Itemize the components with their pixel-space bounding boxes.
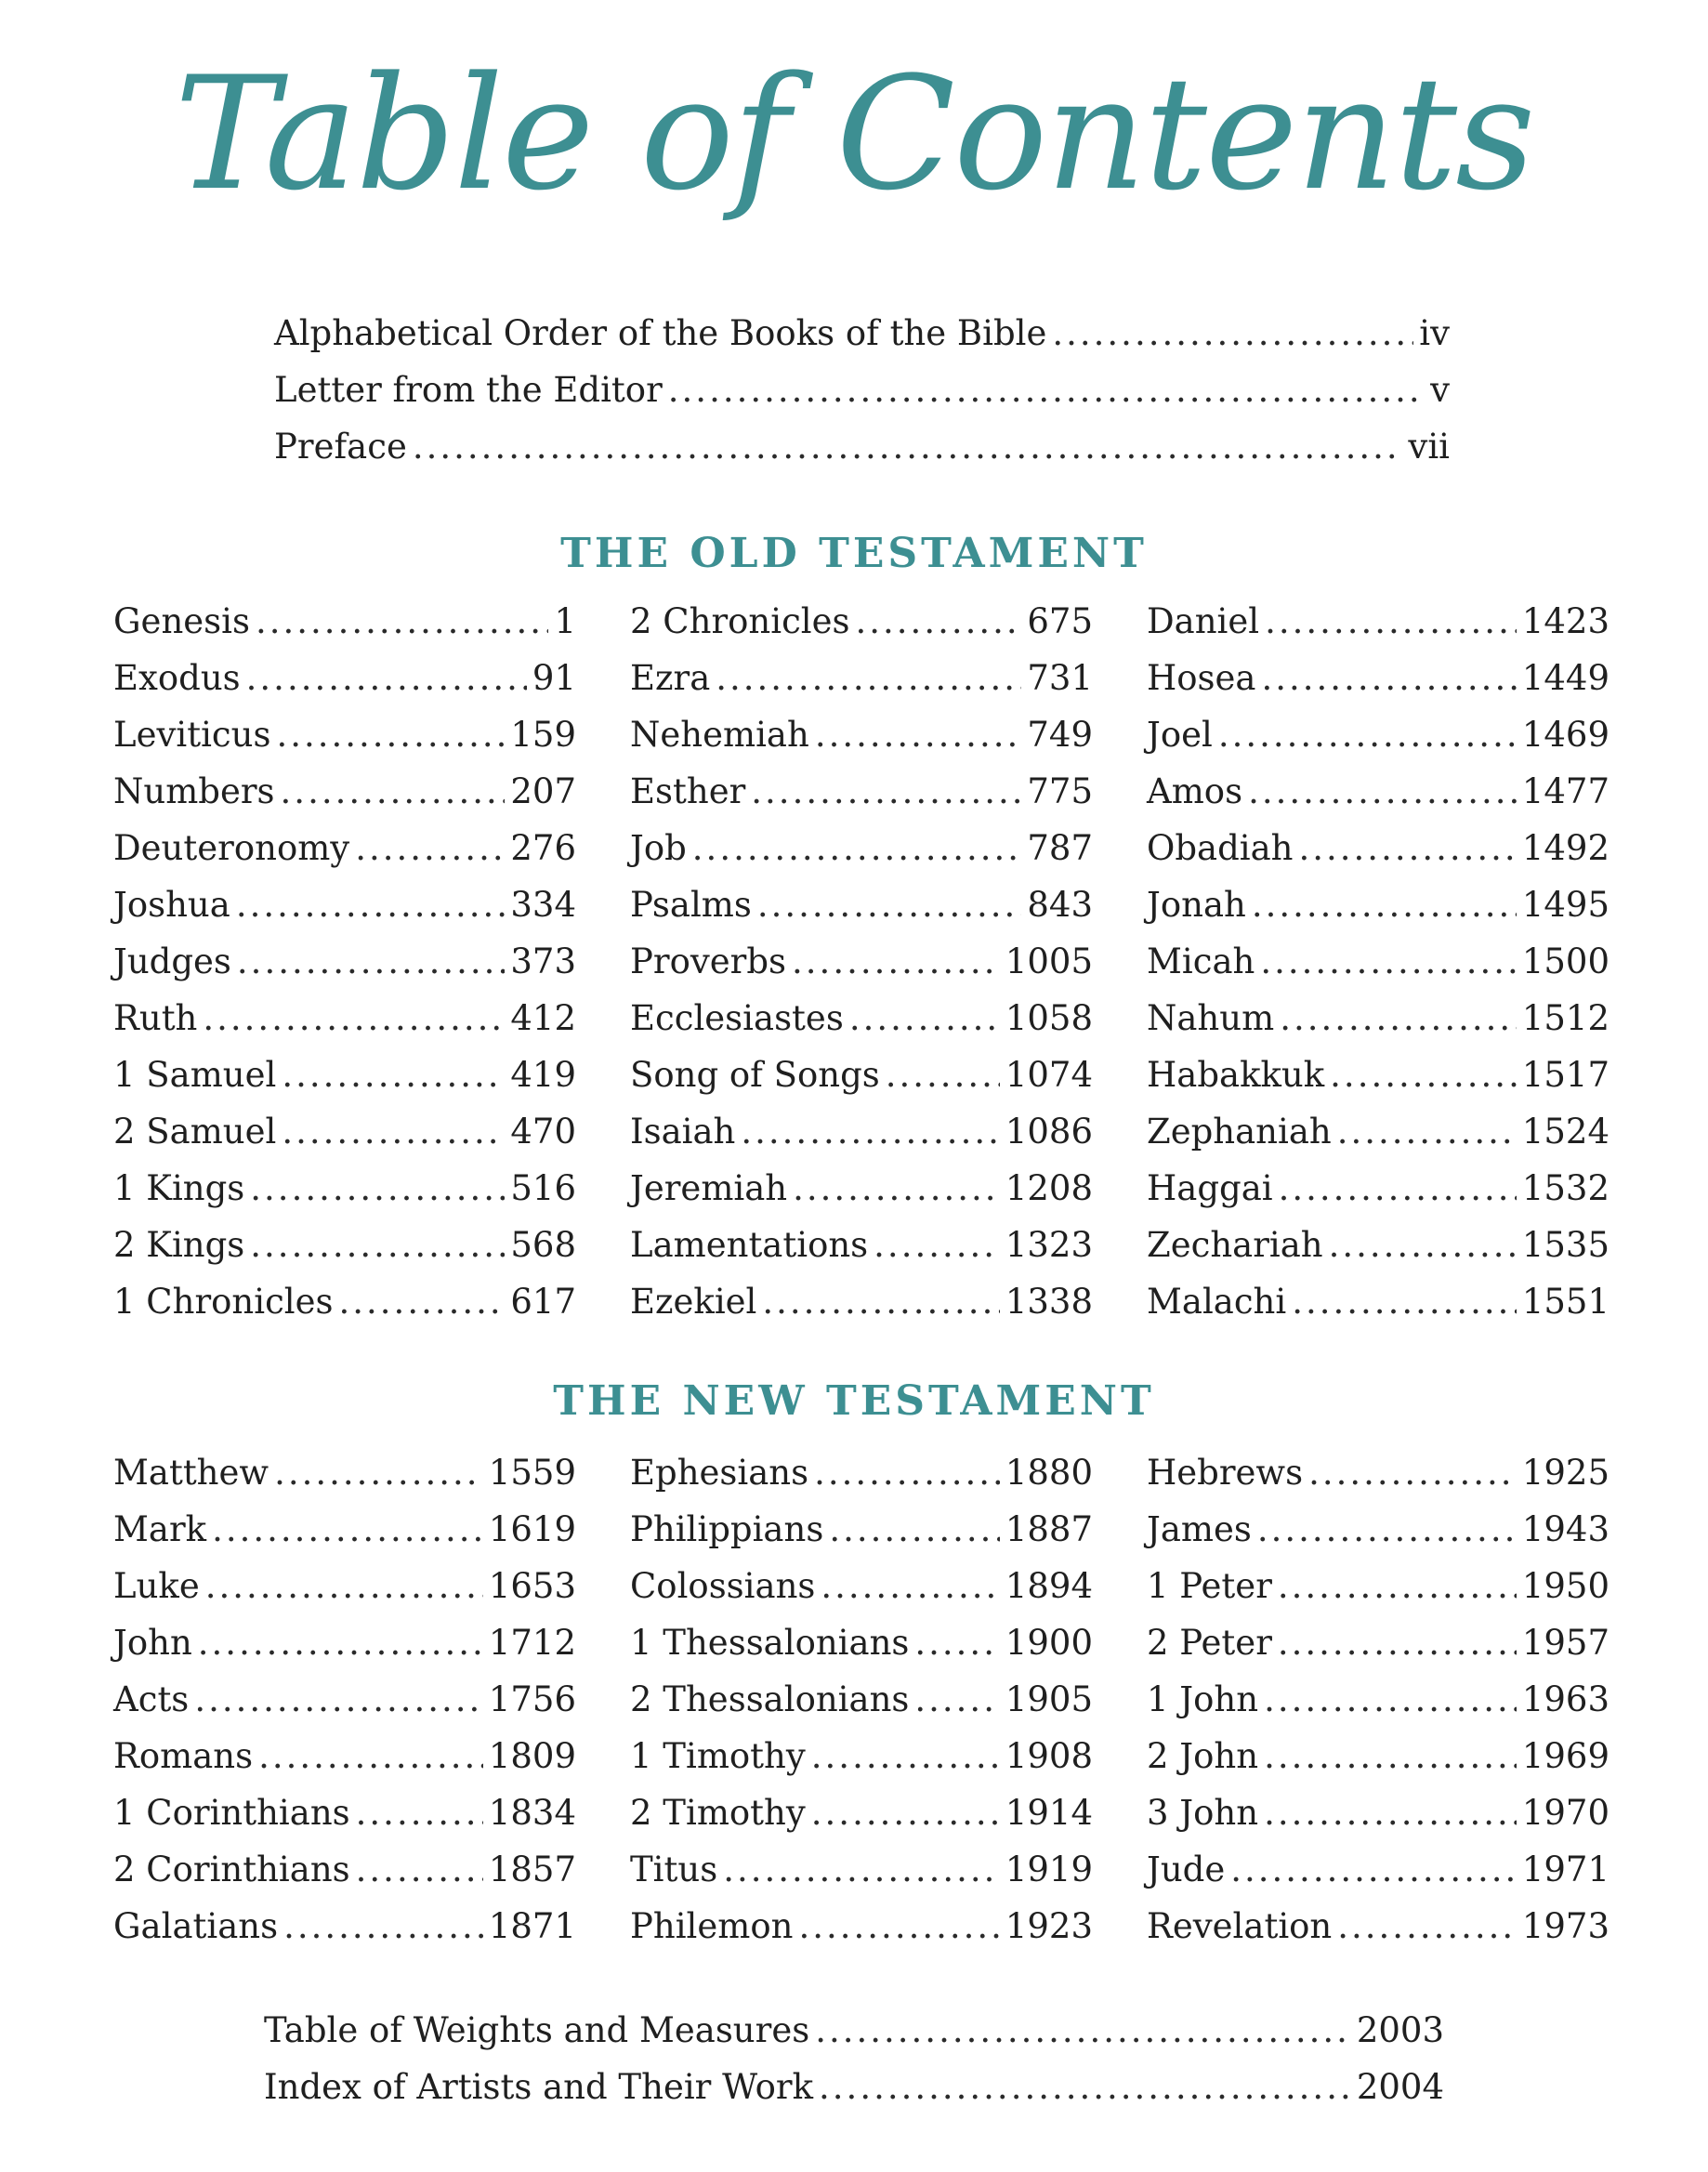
entry-title: Acts (113, 1679, 190, 1719)
entry-page-number: 775 (1027, 771, 1093, 811)
toc-entry (113, 941, 576, 1001)
dot-leader (815, 2013, 1351, 2047)
entry-page-number: 1524 (1521, 1112, 1609, 1152)
toc-entry (630, 601, 1093, 661)
dot-leader (1278, 1569, 1517, 1603)
entry-page-number: 1914 (1005, 1793, 1093, 1833)
toc-entry (113, 885, 576, 944)
dot-leader (829, 1512, 1000, 1547)
entry-page-number: 787 (1027, 828, 1093, 868)
entry-page-number: 1950 (1521, 1566, 1609, 1606)
toc-entry (630, 1225, 1093, 1284)
entry-page-number: 1517 (1521, 1055, 1609, 1095)
entry-title: Letter from the Editor (274, 370, 663, 410)
dot-leader (256, 604, 548, 638)
entry-page-number: 1653 (488, 1566, 576, 1606)
toc-entry (113, 1623, 576, 1682)
dot-leader (1262, 661, 1517, 695)
toc-entry (113, 1679, 576, 1739)
toc-entry (630, 1623, 1093, 1682)
entry-page-number: 731 (1027, 658, 1093, 698)
entry-title: Titus (630, 1849, 718, 1889)
entry-title: 1 Chronicles (113, 1282, 334, 1322)
entry-page-number: 1512 (1521, 998, 1609, 1038)
entry-title: Leviticus (113, 715, 271, 755)
entry-page-number: 412 (510, 998, 576, 1038)
toc-entry (1147, 1906, 1609, 1966)
entry-title: 2 Chronicles (630, 601, 850, 641)
dot-leader (914, 1682, 999, 1717)
toc-entry (630, 1284, 1093, 1341)
toc-entry (630, 941, 1093, 1001)
entry-title: 2 Timothy (630, 1793, 806, 1833)
toc-entry (1147, 1623, 1609, 1682)
toc-entry (630, 1849, 1093, 1909)
entry-title: 1 Thessalonians (630, 1623, 910, 1663)
dot-leader (821, 1569, 999, 1603)
dot-leader (282, 1058, 505, 1092)
entry-title: Daniel (1147, 601, 1260, 641)
toc-entry (113, 1906, 576, 1966)
dot-leader (1280, 1001, 1517, 1035)
dot-leader (237, 944, 505, 979)
toc-entry (1147, 1225, 1609, 1284)
dot-leader (1329, 1228, 1517, 1262)
toc-entry (113, 717, 576, 774)
entry-title: Philemon (630, 1906, 794, 1946)
toc-entry (1147, 1114, 1609, 1171)
entry-page-number: 207 (510, 771, 576, 811)
toc-entry (1147, 885, 1609, 944)
toc-entry (113, 1566, 576, 1626)
entry-page-number: 1943 (1521, 1509, 1609, 1549)
entry-page-number: 617 (510, 1282, 576, 1322)
entry-page-number: 2003 (1356, 2010, 1444, 2050)
toc-entry (264, 2010, 1444, 2070)
entry-title: Ephesians (630, 1453, 809, 1493)
entry-page-number: 1908 (1005, 1736, 1093, 1776)
entry-title: Hosea (1147, 658, 1256, 698)
toc-entry (630, 885, 1093, 944)
entry-page-number: 1973 (1521, 1906, 1609, 1946)
dot-leader (250, 1171, 505, 1205)
dot-leader (1264, 1739, 1517, 1773)
dot-leader (1257, 1512, 1517, 1547)
toc-entry (1147, 717, 1609, 774)
entry-page-number: 1535 (1521, 1225, 1609, 1265)
entry-title: Zechariah (1147, 1225, 1323, 1265)
entry-title: Nahum (1147, 998, 1275, 1038)
toc-entry (630, 1736, 1093, 1796)
entry-page-number: 1619 (488, 1509, 576, 1549)
dot-leader (762, 1284, 999, 1319)
entry-page-number: v (1430, 370, 1450, 410)
entry-title: 1 Kings (113, 1168, 245, 1208)
entry-page-number: 1 (554, 601, 576, 641)
toc-column (630, 601, 1093, 1341)
dot-leader (1248, 774, 1517, 809)
dot-leader (1230, 1852, 1517, 1887)
toc-entry (113, 998, 576, 1058)
entry-title: Lamentations (630, 1225, 869, 1265)
entry-page-number: 1058 (1005, 998, 1093, 1038)
toc-entry (113, 1114, 576, 1171)
entry-page-number: 1834 (488, 1793, 576, 1833)
dot-leader (1308, 1455, 1517, 1490)
toc-entry (113, 1225, 576, 1284)
entry-title: Ecclesiastes (630, 998, 844, 1038)
entry-page-number: 749 (1027, 715, 1093, 755)
entry-title: Ezekiel (630, 1282, 757, 1322)
dot-leader (798, 1909, 999, 1943)
toc-column (1147, 601, 1609, 1341)
dot-leader (1292, 1284, 1517, 1319)
entry-title: Jude (1147, 1849, 1226, 1889)
toc-entry (630, 998, 1093, 1058)
entry-page-number: 1492 (1521, 828, 1609, 868)
dot-leader (1264, 1682, 1517, 1717)
entry-title: Obadiah (1147, 828, 1294, 868)
dot-leader (811, 1739, 1000, 1773)
entry-page-number: 1074 (1005, 1055, 1093, 1095)
entry-page-number: 1449 (1521, 658, 1609, 698)
toc-entry (274, 313, 1450, 373)
entry-page-number: 1963 (1521, 1679, 1609, 1719)
dot-leader (751, 774, 1021, 809)
entry-page-number: 1500 (1521, 941, 1609, 981)
toc-entry (113, 1055, 576, 1114)
dot-leader (356, 1852, 483, 1887)
entry-page-number: 1970 (1521, 1793, 1609, 1833)
entry-title: 2 Kings (113, 1225, 245, 1265)
entry-page-number: 1712 (488, 1623, 576, 1663)
dot-leader (413, 429, 1403, 464)
entry-title: 1 Peter (1147, 1566, 1272, 1606)
dot-leader (282, 1114, 505, 1149)
toc-entry (113, 601, 576, 661)
entry-title: Micah (1147, 941, 1255, 981)
dot-leader (246, 661, 527, 695)
dot-leader (716, 661, 1021, 695)
toc-entry (1147, 1168, 1609, 1228)
dot-leader (815, 717, 1022, 752)
dot-leader (849, 1001, 1000, 1035)
entry-title: Amos (1147, 771, 1243, 811)
toc-entry (113, 658, 576, 717)
old-testament-grid (113, 601, 1609, 1341)
dot-leader (874, 1228, 1000, 1262)
dot-leader (236, 888, 506, 922)
toc-entry (113, 1793, 576, 1852)
dot-leader (1337, 1909, 1517, 1943)
dot-leader (792, 944, 1000, 979)
dot-leader (1299, 831, 1517, 865)
entry-title: Habakkuk (1147, 1055, 1325, 1095)
entry-page-number: 1857 (488, 1849, 576, 1889)
entry-title: 2 Corinthians (113, 1849, 350, 1889)
entry-page-number: 1887 (1005, 1509, 1093, 1549)
toc-entry (1147, 1736, 1609, 1796)
dot-leader (1260, 944, 1516, 979)
toc-entry (113, 828, 576, 888)
toc-entry (1147, 1849, 1609, 1909)
entry-page-number: 1971 (1521, 1849, 1609, 1889)
toc-entry (1147, 1679, 1609, 1739)
entry-page-number: 1323 (1005, 1225, 1093, 1265)
entry-page-number: 1871 (488, 1906, 576, 1946)
entry-page-number: 91 (532, 658, 576, 698)
entry-page-number: 1894 (1005, 1566, 1093, 1606)
entry-page-number: 1208 (1005, 1168, 1093, 1208)
entry-page-number: 419 (510, 1055, 576, 1095)
entry-page-number: 1423 (1521, 601, 1609, 641)
dot-leader (339, 1284, 506, 1319)
toc-entry (113, 1168, 576, 1228)
toc-column (1147, 1455, 1609, 1966)
entry-title: Colossians (630, 1566, 816, 1606)
entry-page-number: 276 (510, 828, 576, 868)
dot-leader (1265, 604, 1517, 638)
entry-title: Galatians (113, 1906, 279, 1946)
entry-title: Philippians (630, 1509, 824, 1549)
entry-page-number: 568 (510, 1225, 576, 1265)
entry-title: Esther (630, 771, 746, 811)
entry-title: 1 John (1147, 1679, 1259, 1719)
entry-title: Luke (113, 1566, 200, 1606)
dot-leader (692, 831, 1022, 865)
entry-title: Isaiah (630, 1112, 736, 1152)
dot-leader (914, 1626, 999, 1660)
entry-title: Table of Weights and Measures (264, 2010, 810, 2050)
toc-entry (630, 658, 1093, 717)
entry-title: Joshua (113, 885, 230, 925)
entry-page-number: 1086 (1005, 1112, 1093, 1152)
entry-title: Hebrews (1147, 1453, 1304, 1493)
entry-title: Mark (113, 1509, 207, 1549)
entry-page-number: 334 (510, 885, 576, 925)
entry-title: James (1147, 1509, 1252, 1549)
entry-title: Judges (113, 941, 231, 981)
toc-entry (630, 1906, 1093, 1966)
toc-entry (630, 1055, 1093, 1114)
toc-entry (1147, 601, 1609, 661)
toc-entry (1147, 1509, 1609, 1569)
entry-title: Revelation (1147, 1906, 1333, 1946)
entry-title: Romans (113, 1736, 254, 1776)
entry-page-number: 1756 (488, 1679, 576, 1719)
old-testament-heading: THE OLD TESTAMENT (560, 530, 1148, 577)
toc-entry (630, 1566, 1093, 1626)
entry-page-number: 1532 (1521, 1168, 1609, 1208)
entry-page-number: 1957 (1521, 1623, 1609, 1663)
dot-leader (258, 1739, 483, 1773)
entry-title: Deuteronomy (113, 828, 350, 868)
toc-entry (1147, 1284, 1609, 1341)
toc-column (113, 1455, 576, 1966)
entry-title: Index of Artists and Their Work (264, 2067, 814, 2107)
entry-page-number: 1969 (1521, 1736, 1609, 1776)
entry-title: Exodus (113, 658, 241, 698)
dot-leader (355, 831, 505, 865)
entry-title: 1 Samuel (113, 1055, 277, 1095)
entry-page-number: 1338 (1005, 1282, 1093, 1322)
entry-page-number: 1551 (1521, 1282, 1609, 1322)
toc-entry (630, 771, 1093, 831)
entry-title: 2 Peter (1147, 1623, 1272, 1663)
toc-entry (630, 1793, 1093, 1852)
toc-entry (1147, 941, 1609, 1001)
entry-title: Job (630, 828, 687, 868)
entry-title: Ezra (630, 658, 711, 698)
entry-page-number: 470 (510, 1112, 576, 1152)
page-title: Table of Contents (174, 43, 1534, 225)
entry-page-number: 1880 (1005, 1453, 1093, 1493)
entry-title: Nehemiah (630, 715, 809, 755)
toc-entry (630, 1679, 1093, 1739)
dot-leader (741, 1114, 999, 1149)
entry-title: Song of Songs (630, 1055, 880, 1095)
toc-entry (630, 828, 1093, 888)
entry-page-number: 1923 (1005, 1906, 1093, 1946)
entry-page-number: 1469 (1521, 715, 1609, 755)
toc-entry (264, 2067, 1444, 2126)
entry-page-number: 1559 (488, 1453, 576, 1493)
entry-page-number: 2004 (1356, 2067, 1444, 2107)
entry-page-number: 1809 (488, 1736, 576, 1776)
toc-entry (1147, 1566, 1609, 1626)
entry-title: Genesis (113, 601, 250, 641)
toc-entry (1147, 1055, 1609, 1114)
new-testament-heading: THE NEW TESTAMENT (553, 1377, 1155, 1425)
entry-page-number: 843 (1027, 885, 1093, 925)
dot-leader (793, 1171, 1000, 1205)
dot-leader (198, 1626, 483, 1660)
entry-page-number: 373 (510, 941, 576, 981)
dot-leader (886, 1058, 1000, 1092)
entry-title: Jeremiah (630, 1168, 788, 1208)
toc-entry (630, 1455, 1093, 1512)
toc-entry (1147, 1455, 1609, 1512)
toc-entry (1147, 658, 1609, 717)
dot-leader (811, 1796, 1000, 1830)
toc-entry (630, 1168, 1093, 1228)
dot-leader (668, 373, 1425, 407)
entry-title: Malachi (1147, 1282, 1287, 1322)
dot-leader (819, 2070, 1351, 2104)
toc-entry (113, 771, 576, 831)
entry-title: 3 John (1147, 1793, 1259, 1833)
entry-page-number: 1477 (1521, 771, 1609, 811)
entry-title: Ruth (113, 998, 198, 1038)
entry-page-number: 159 (510, 715, 576, 755)
toc-entry (113, 1455, 576, 1512)
entry-title: Zephaniah (1147, 1112, 1332, 1152)
entry-page-number: 516 (510, 1168, 576, 1208)
entry-page-number: 1919 (1005, 1849, 1093, 1889)
dot-leader (723, 1852, 1000, 1887)
front-matter-list (274, 313, 1450, 486)
entry-title: Psalms (630, 885, 752, 925)
dot-leader (356, 1796, 483, 1830)
entry-page-number: 1925 (1521, 1453, 1609, 1493)
dot-leader (1264, 1796, 1517, 1830)
dot-leader (757, 888, 1022, 922)
dot-leader (814, 1455, 1000, 1490)
entry-page-number: 1005 (1005, 941, 1093, 981)
dot-leader (194, 1682, 483, 1717)
entry-title: 2 John (1147, 1736, 1259, 1776)
entry-page-number: 1495 (1521, 885, 1609, 925)
dot-leader (1218, 717, 1517, 752)
toc-entry (1147, 998, 1609, 1058)
dot-leader (281, 774, 506, 809)
toc-entry (274, 370, 1450, 429)
entry-page-number: iv (1419, 313, 1450, 353)
dot-leader (250, 1228, 505, 1262)
dot-leader (1279, 1171, 1517, 1205)
dot-leader (203, 1001, 505, 1035)
entry-title: Joel (1147, 715, 1213, 755)
toc-column (113, 601, 576, 1341)
entry-title: 2 Samuel (113, 1112, 277, 1152)
entry-title: Alphabetical Order of the Books of the Bible (274, 313, 1047, 353)
toc-entry (630, 1509, 1093, 1569)
toc-entry (1147, 828, 1609, 888)
dot-leader (276, 717, 505, 752)
entry-page-number: 1900 (1005, 1623, 1093, 1663)
entry-title: 1 Corinthians (113, 1793, 350, 1833)
dot-leader (274, 1455, 483, 1490)
dot-leader (212, 1512, 483, 1547)
entry-title: Jonah (1147, 885, 1246, 925)
entry-page-number: vii (1408, 427, 1450, 467)
toc-entry (630, 717, 1093, 774)
dot-leader (1278, 1626, 1517, 1660)
new-testament-grid (113, 1455, 1609, 1966)
dot-leader (205, 1569, 483, 1603)
dot-leader (1252, 888, 1517, 922)
entry-title: John (113, 1623, 192, 1663)
toc-entry (113, 1736, 576, 1796)
toc-column (630, 1455, 1093, 1966)
entry-title: 2 Thessalonians (630, 1679, 910, 1719)
entry-page-number: 1905 (1005, 1679, 1093, 1719)
toc-entry (630, 1114, 1093, 1171)
back-matter-list (264, 2010, 1444, 2126)
entry-title: Haggai (1147, 1168, 1273, 1208)
entry-title: Matthew (113, 1453, 269, 1493)
dot-leader (1052, 316, 1413, 350)
entry-title: Numbers (113, 771, 275, 811)
entry-title: 1 Timothy (630, 1736, 806, 1776)
dot-leader (1330, 1058, 1517, 1092)
entry-title: Preface (274, 427, 407, 467)
dot-leader (856, 604, 1022, 638)
entry-page-number: 675 (1027, 601, 1093, 641)
toc-entry (274, 429, 1450, 486)
toc-entry (113, 1509, 576, 1569)
toc-entry (113, 1284, 576, 1341)
toc-entry (1147, 771, 1609, 831)
entry-title: Proverbs (630, 941, 787, 981)
dot-leader (283, 1909, 483, 1943)
dot-leader (1337, 1114, 1517, 1149)
toc-entry (1147, 1793, 1609, 1852)
toc-entry (113, 1849, 576, 1909)
